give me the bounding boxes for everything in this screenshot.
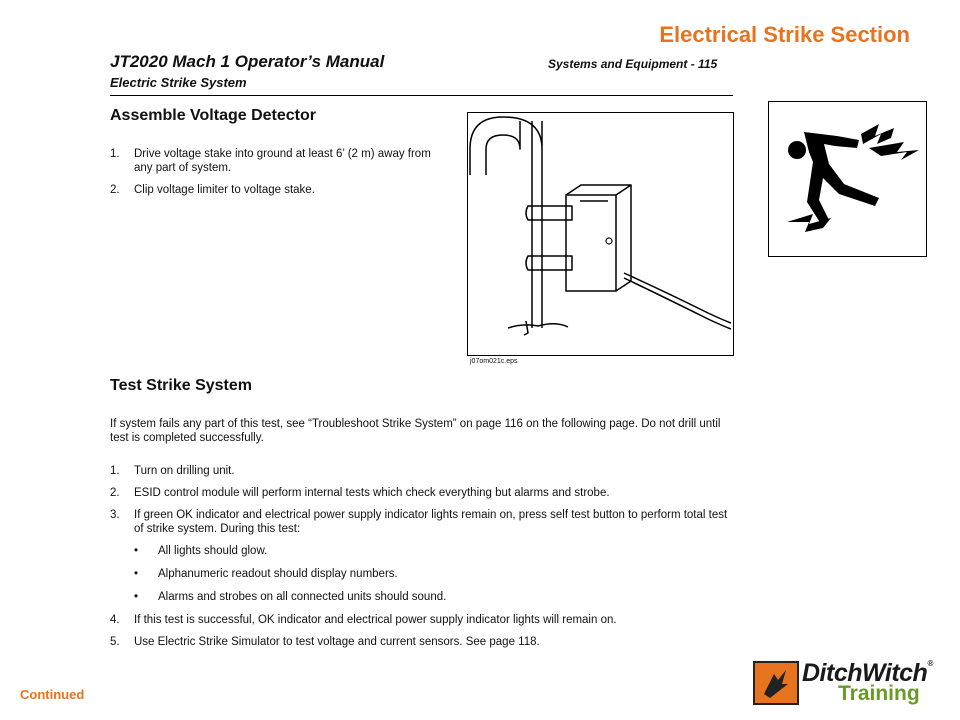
- assemble-steps: [110, 147, 440, 205]
- manual-title: JT2020 Mach 1 Operator’s Manual: [110, 52, 385, 71]
- section-title: Electrical Strike Section: [659, 22, 910, 47]
- step-number: 4.: [110, 614, 120, 626]
- step-text: Clip voltage limiter to voltage stake.: [134, 184, 315, 196]
- step-number: 1.: [110, 148, 120, 160]
- figure-caption: j07om021c.eps: [470, 358, 518, 365]
- voltage-stake-figure: [467, 112, 734, 356]
- voltage-stake-limiter-illustration: [468, 113, 733, 355]
- step-text: Use Electric Strike Simulator to test voltage and current sensors. See page 118.: [134, 636, 540, 648]
- test-step-5: [110, 635, 735, 649]
- test-step-4: [110, 613, 735, 627]
- step-text: Drive voltage stake into ground at least 6’ (2 m) away from any part of system.: [134, 148, 431, 174]
- step-number: 3.: [110, 509, 120, 521]
- test-intro-text: If system fails any part of this test, see “Troubleshoot Strike System” on page 116 on the following page. Do not drill until test is completed successfully.: [110, 418, 721, 444]
- electrocution-warning: [768, 101, 927, 257]
- assemble-heading: Assemble Voltage Detector: [110, 107, 316, 124]
- step-number: 2.: [110, 487, 120, 499]
- step-text: If this test is successful, OK indicator and electrical power supply indicator lights will remain on.: [134, 614, 617, 626]
- test-steps: [110, 464, 735, 657]
- logo-training: Training: [838, 682, 920, 705]
- bullet-item: • All lights should glow.: [134, 545, 268, 557]
- electrocution-hazard-icon: [769, 102, 926, 256]
- test-step-3: [110, 508, 735, 604]
- test-intro: [110, 417, 735, 445]
- test-step-1: [110, 464, 735, 478]
- step-number: 5.: [110, 636, 120, 648]
- step-text: ESID control module will perform internal tests which check everything but alarms and strobe.: [134, 487, 610, 499]
- ditch-witch-logo-icon: [752, 660, 800, 706]
- step-text: Turn on drilling unit.: [134, 465, 235, 477]
- test-step-2: [110, 486, 735, 500]
- manual-subtitle: Electric Strike System: [110, 75, 247, 90]
- assemble-step-2: [110, 183, 440, 197]
- test-bullets: [134, 544, 735, 604]
- step-text: If green OK indicator and electrical power supply indicator lights remain on, press self test button to perform total test of strike system. During this test:: [134, 509, 728, 535]
- step-number: 2.: [110, 184, 120, 196]
- step-number: 1.: [110, 465, 120, 477]
- page-reference: Systems and Equipment - 115: [548, 57, 718, 71]
- assemble-step-1: [110, 147, 440, 175]
- bullet-item: • Alarms and strobes on all connected units should sound.: [134, 591, 447, 603]
- continued-label: Continued: [20, 687, 85, 702]
- bullet-item: • Alphanumeric readout should display numbers.: [134, 568, 398, 580]
- logo-brand: DitchWitch®: [802, 659, 933, 687]
- header-rule: [110, 95, 733, 96]
- test-heading: Test Strike System: [110, 377, 252, 394]
